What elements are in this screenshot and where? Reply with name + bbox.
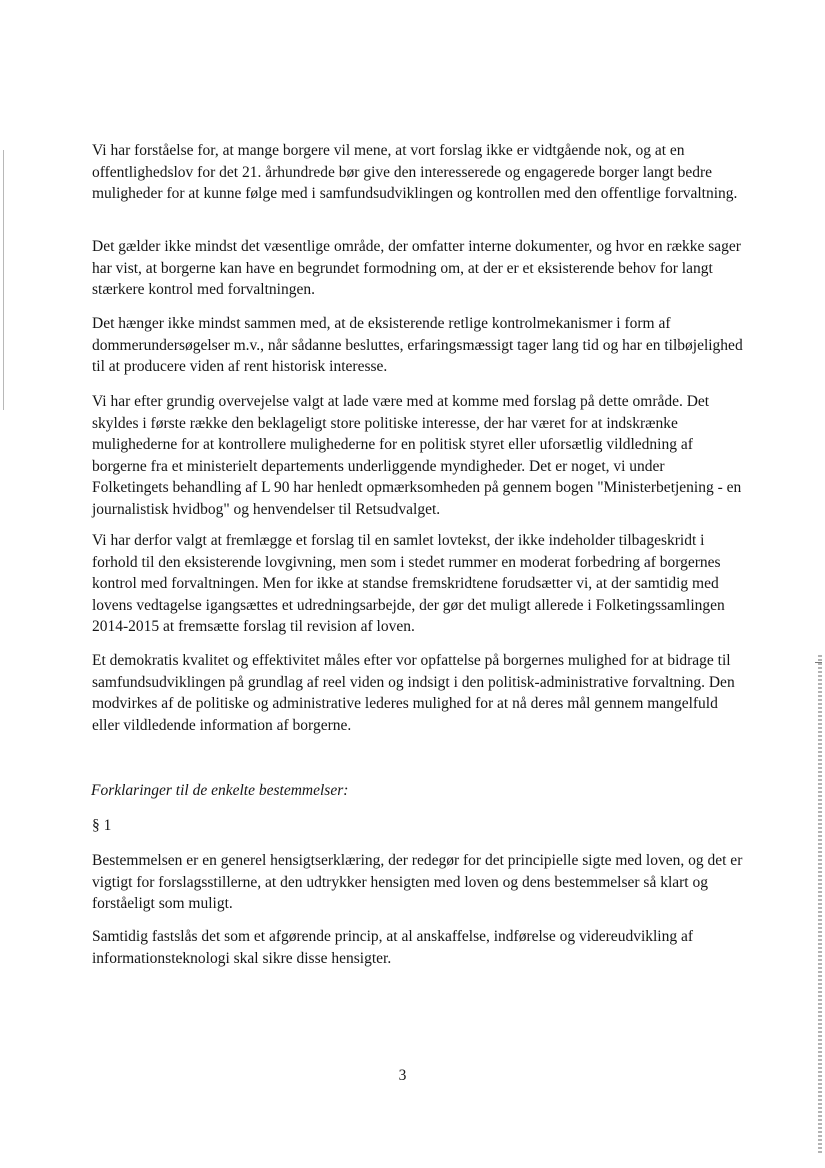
body-paragraph-6: Et demokratis kvalitet og effektivitet måles efter vor opfattelse på borgernes mulighed for at bidrage til samfundsudviklingen på grundlag af reel viden og indsigt i den politisk-administrative forvaltning. Den modvirkes af de politiske og administrative lederes mulighed for at nå deres mål gennem mangelfuld eller vildledende information af borgerne. [92, 652, 735, 734]
page-number: 3 [398, 1067, 407, 1084]
scan-tick-mark [815, 662, 822, 663]
scan-edge-left [3, 150, 4, 410]
section-mark: § 1 [92, 817, 112, 834]
body-paragraph-5: Vi har derfor valgt at fremlægge et forslag til en samlet lovtekst, der ikke indeholder tilbageskridt i forhold til den eksisterende lovgivning, men som i stedet rummer en moderat forbedring af borgernes kontrol med forvaltningen. Men for ikke at standse fremskridtene forudsætter vi, at der samtidig med lovens vedtagelse igangsættes et udredningsarbejde, der gør det muligt allerede i Folketingssamlingen 2014-2015 at fremsætte forslag til revision af loven. [92, 532, 725, 635]
scan-edge-right [818, 655, 822, 1155]
section-heading: Forklaringer til de enkelte bestemmelser: [91, 782, 349, 799]
body-paragraph-4: Vi har efter grundig overvejelse valgt at lade være med at komme med forslag på dette område. Det skyldes i første række den beklageligt store politiske interesse, der har været for at indskrænke mulighederne for at kontrollere mulighederne for en politisk styret eller uforsætlig vildledning af borgerne fra et ministerielt departements underliggende myndigheder. Det er noget, vi under Folketingets behandling af L 90 har henledt opmærksomheden på gennem bogen "Ministerbetjening - en journalistisk hvidbog" og henvendelser til Retsudvalget. [92, 393, 742, 518]
body-paragraph-2: Det gælder ikke mindst det væsentlige område, der omfatter interne dokumenter, og hvor en række sager har vist, at borgerne kan have en begrundet formodning om, at der er et eksisterende behov for langt stærkere kontrol med forvaltningen. [92, 238, 741, 298]
section-paragraph-1: Bestemmelsen er en generel hensigtserklæring, der redegør for det principielle sigte med loven, og det er vigtigt for forslagsstillerne, at den udtrykker hensigten med loven og dens bestemmelser så klart og forståeligt som muligt. [92, 852, 743, 912]
body-paragraph-1: Vi har forståelse for, at mange borgere vil mene, at vort forslag ikke er vidtgående nok, og at en offentlighedslov for det 21. århundrede bør give den interesserede og engagerede borger langt bedre muligheder for at kunne følge med i samfundsudviklingen og kontrollen med den offentlige forvaltning. [92, 142, 738, 202]
body-paragraph-3: Det hænger ikke mindst sammen med, at de eksisterende retlige kontrolmekanismer i form af dommerundersøgelser m.v., når sådanne besluttes, erfaringsmæssigt tager lang tid og har en tilbøjelighed til at producere viden af rent historisk interesse. [92, 315, 743, 375]
section-paragraph-2: Samtidig fastslås det som et afgørende princip, at al anskaffelse, indførelse og videreudvikling af informationsteknologi skal sikre disse hensigter. [92, 928, 694, 967]
